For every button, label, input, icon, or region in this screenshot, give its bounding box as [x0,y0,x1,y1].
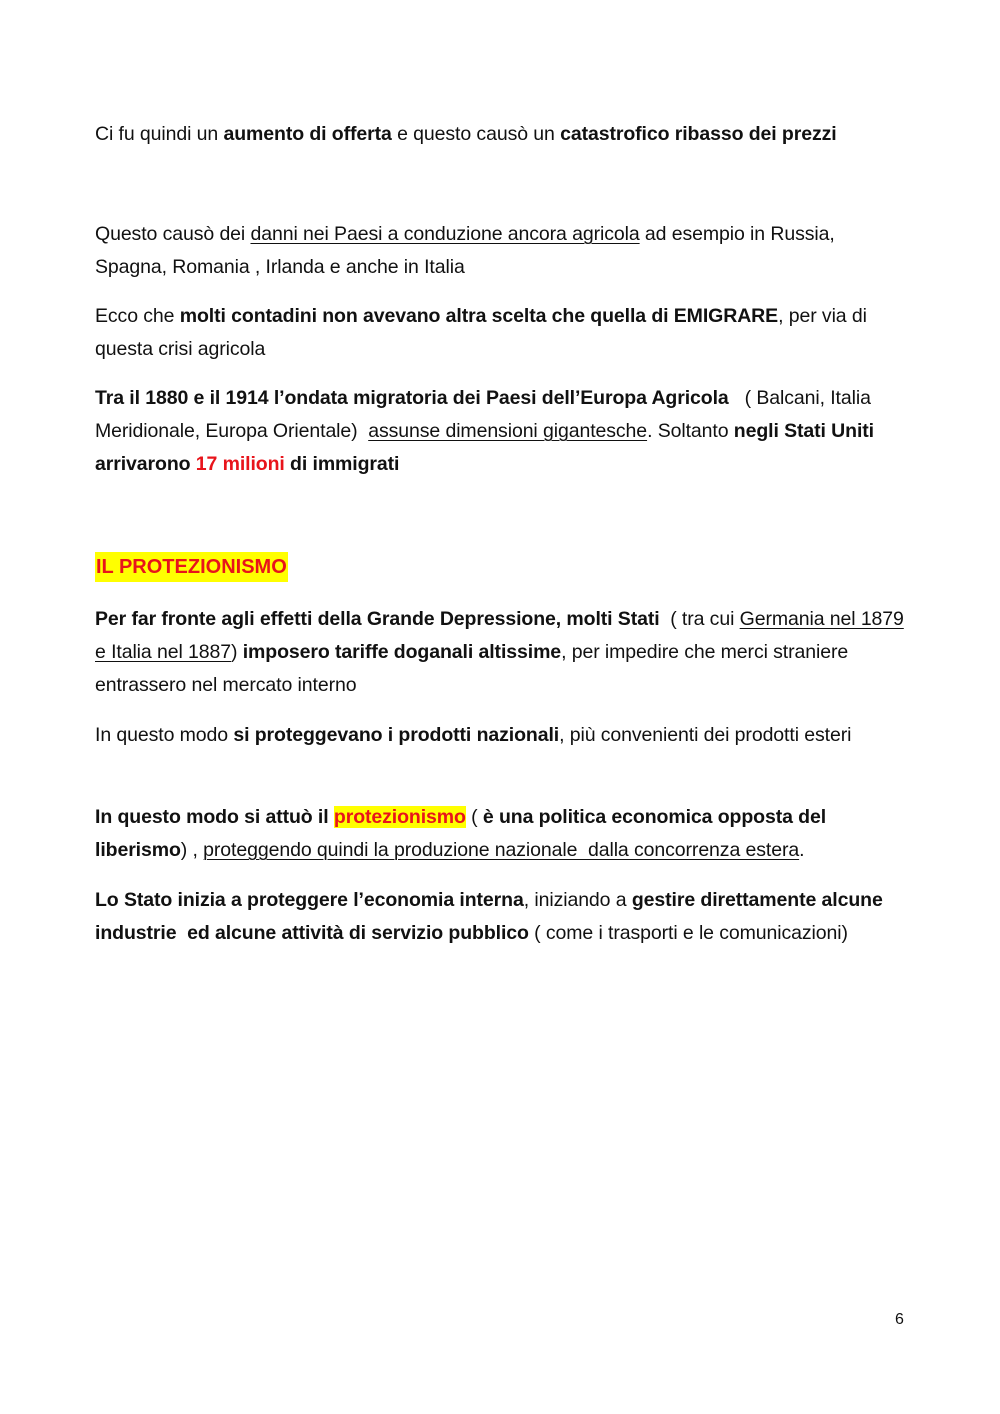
paragraph-national-products [95,719,910,752]
text-run: Ecco che [95,305,180,327]
paragraph-migration-wave [95,382,910,481]
text-run: . [799,839,805,861]
paragraph-state-economy [95,884,910,950]
text-run: , per impedire che merci straniere entrassero nel mercato interno [95,641,849,696]
bold-text: Per far fronte agli effetti della Grande Depressione, molti Stati [95,608,660,630]
bold-text: Tra il 1880 e il 1914 l’ondata migratoria dei Paesi dell’Europa Agricola [95,387,729,409]
text-run: , più convenienti dei prodotti esteri [559,724,852,746]
bold-text: è una politica economica opposta del liberismo [95,806,827,861]
underlined-text: Germania nel 1879 e Italia nel 1887 [95,608,904,663]
text-run: ) [231,641,243,663]
highlighted-keyword: protezionismo [333,806,466,828]
underlined-text: proteggendo quindi la produzione nazionale dalla concorrenza estera [203,839,800,861]
red-bold-number: 17 milioni [195,453,285,475]
bold-text: In questo modo si attuò il [95,806,334,828]
text-run: ( Balcani, Italia Meridionale, Europa Orientale) [95,387,877,442]
paragraph-emigration [95,300,910,366]
text-run: Ci fu quindi un [95,123,224,145]
section-heading: IL PROTEZIONISMO [95,552,288,582]
bold-text: imposero tariffe doganali altissime [242,641,562,663]
paragraph-great-depression [95,603,910,702]
bold-text: molti contadini non avevano altra scelta che quella di EMIGRARE [179,305,779,327]
text-run: ( [465,806,483,828]
text-run: e questo causò un [391,123,561,145]
underlined-text: assunse dimensioni gigantesche [368,420,648,442]
bold-text: gestire direttamente alcune industrie ed alcune attività di servizio pubblico [95,889,889,944]
bold-text: catastrofico ribasso dei prezzi [560,123,837,145]
underlined-text: danni nei Paesi a conduzione ancora agricola [250,223,640,245]
text-run: , iniziando a [523,889,632,911]
paragraph-protectionism [95,801,910,867]
bold-text: di immigrati [284,453,400,475]
bold-text: si proteggevano i prodotti nazionali [233,724,560,746]
page-number: 6 [895,1311,904,1328]
paragraph-agricultural-damage [95,218,910,284]
paragraph-offer-increase [95,118,910,151]
text-run: ad esempio in Russia, Spagna, Romania , Irlanda e anche in Italia [95,223,835,278]
text-run: ( come i trasporti e le comunicazioni) [528,922,848,944]
text-run: ( tra cui [659,608,740,630]
bold-text: negli Stati Uniti arrivarono [95,420,874,475]
text-run: , per via di questa crisi agricola [95,305,867,360]
text-run: ) , [180,839,204,861]
bold-text: aumento di offerta [223,123,392,145]
text-run: . Soltanto [647,420,734,442]
text-run: Questo causò dei [95,223,251,245]
bold-text: Lo Stato inizia a proteggere l’economia interna [95,889,524,911]
text-run: In questo modo [95,724,234,746]
